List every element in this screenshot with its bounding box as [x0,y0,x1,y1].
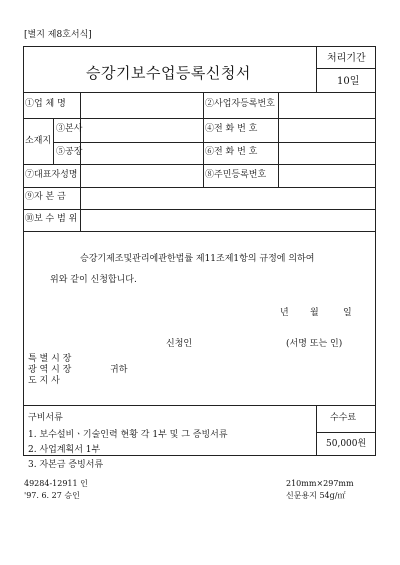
location-label: 소재지 [25,136,52,146]
factory-label: ⑤공장 [56,147,83,157]
date-year-label: 년 [280,308,289,318]
head-office-field[interactable] [81,119,202,141]
statement-line-2: 위와 같이 신청합니다. [50,275,137,285]
business-name-field[interactable] [81,93,202,117]
capital-field[interactable] [81,188,375,208]
recipient-line-2: 광 역 시 장 [28,365,72,375]
phone-label-2: ⑥전 화 번 호 [205,147,258,157]
business-name-label: ①업 체 명 [25,99,66,109]
recipient-line-1: 특 별 시 장 [28,354,72,364]
phone-field-2[interactable] [279,143,375,163]
resident-no-label: ⑧주민등록번호 [205,170,267,180]
representative-field[interactable] [81,165,202,186]
resident-no-field[interactable] [279,165,375,186]
statement-line-1: 승강기제조및관리에관한법률 제11조제1항의 규정에 의하여 [80,254,315,264]
signature-label: (서명 또는 인) [286,339,343,349]
business-reg-no-label: ②사업자등록번호 [205,99,275,109]
documents-title: 구비서류 [28,413,63,423]
recipient-line-3: 도 지 사 [28,376,60,386]
phone-field-1[interactable] [279,119,375,141]
footer-paper: 신문용지 54g/㎡ [286,491,346,500]
document-item-1: 1. 보수설비ㆍ기술인력 현황 각 1부 및 그 증빙서류 [28,430,228,440]
applicant-label: 신청인 [166,339,193,349]
honorific-label: 귀하 [110,365,128,375]
footer-code: 49284-12911 인 [24,479,88,488]
document-item-3: 3. 자본금 증빙서류 [28,460,104,470]
date-month-label: 월 [310,308,319,318]
footer-size: 210mm×297mm [286,479,354,488]
fee-value: 50,000원 [326,439,367,449]
factory-field[interactable] [81,143,202,163]
phone-label-1: ④전 화 번 호 [205,124,258,134]
head-office-label: ③본사 [56,124,83,134]
form-title: 승강기보수업등록신청서 [86,64,251,82]
business-reg-no-field[interactable] [279,93,375,117]
representative-label: ⑦대표자성명 [25,170,78,180]
form-number: [별지 제8호서식] [24,30,92,40]
footer-approval: '97. 6. 27 승인 [24,491,80,500]
fee-label: 수수료 [330,413,357,423]
processing-period-value: 10일 [337,76,360,87]
document-item-2: 2. 사업계획서 1부 [28,445,101,455]
capital-label: ⑨자 본 금 [25,192,66,202]
repair-scope-label: ⑩보 수 범 위 [25,214,78,224]
processing-period-label: 처리기간 [327,53,366,64]
date-day-label: 일 [343,308,352,318]
repair-scope-field[interactable] [81,210,375,230]
